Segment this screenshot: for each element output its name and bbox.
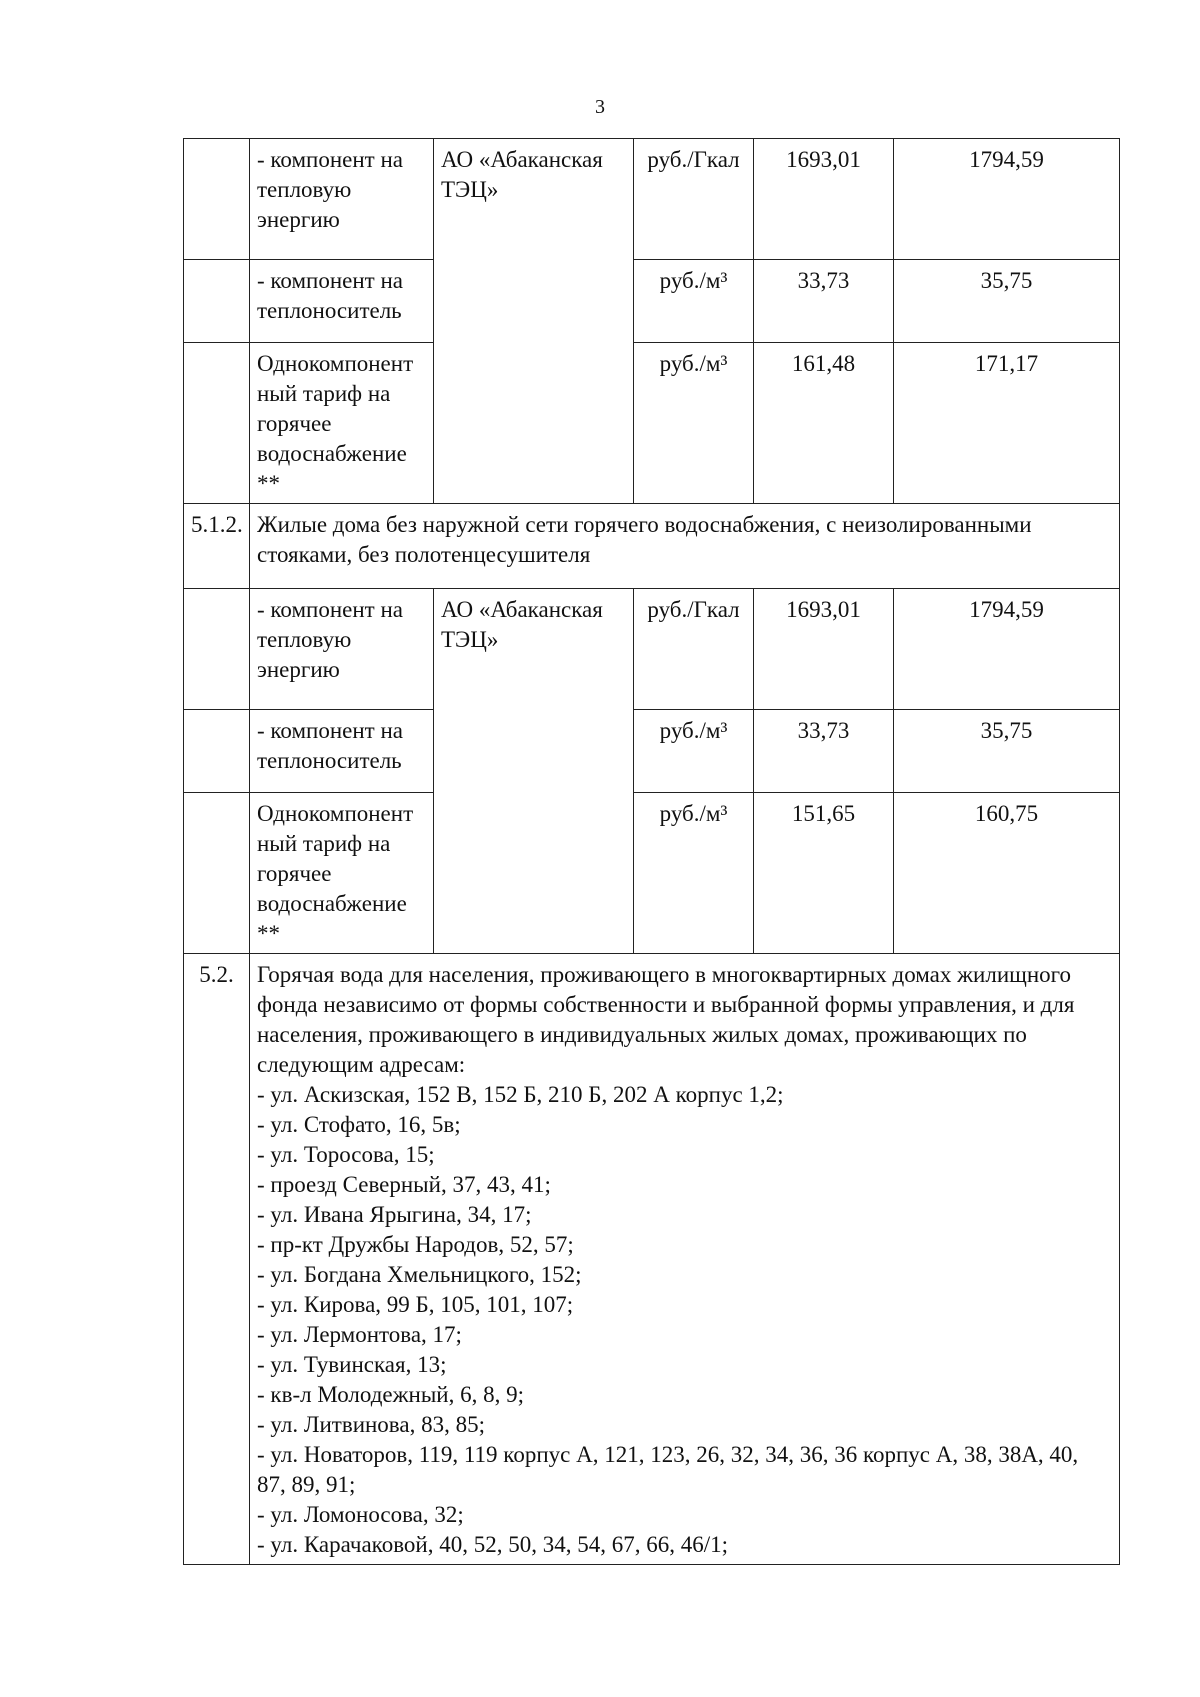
value-cell-1: 151,65 [754, 793, 894, 954]
value-cell-2: 160,75 [894, 793, 1120, 954]
organization-cell: АО «Абаканская ТЭЦ» [434, 589, 634, 954]
section-5-2-content [250, 954, 1120, 1565]
table-row [184, 343, 1120, 504]
table-row [184, 710, 1120, 793]
index-cell [184, 710, 250, 793]
list-item: - ул. Литвинова, 83, 85; [257, 1412, 485, 1437]
list-item: - ул. Стофато, 16, 5в; [257, 1112, 461, 1137]
section-index: 5.2. [184, 954, 250, 1565]
unit-cell: руб./Гкал [634, 589, 754, 710]
value-cell-1: 33,73 [754, 710, 894, 793]
index-cell [184, 343, 250, 504]
list-item: - проезд Северный, 37, 43, 41; [257, 1172, 551, 1197]
index-cell [184, 260, 250, 343]
list-item: - ул. Ломоносова, 32; [257, 1502, 464, 1527]
unit-cell: руб./м³ [634, 710, 754, 793]
component-label: - компонент на тепловую энергию [250, 589, 434, 710]
component-label: - компонент на теплоноситель [250, 710, 434, 793]
list-item: - ул. Тувинская, 13; [257, 1352, 447, 1377]
index-cell [184, 139, 250, 260]
list-item: - ул. Аскизская, 152 В, 152 Б, 210 Б, 202 А корпус 1,2; [257, 1082, 784, 1107]
section-5-2-row [184, 954, 1120, 1565]
value-cell-2: 171,17 [894, 343, 1120, 504]
list-item: - ул. Богдана Хмельницкого, 152; [257, 1262, 582, 1287]
unit-cell: руб./м³ [634, 343, 754, 504]
list-item: - кв-л Молодежный, 6, 8, 9; [257, 1382, 524, 1407]
address-list [257, 1080, 1112, 1560]
value-cell-1: 1693,01 [754, 139, 894, 260]
table-row [184, 260, 1120, 343]
list-item: - ул. Кирова, 99 Б, 105, 101, 107; [257, 1292, 574, 1317]
tariff-table [183, 138, 1120, 1565]
section-heading: Жилые дома без наружной сети горячего водоснабжения, с неизолированными стояками, без полотенцесушителя [250, 504, 1120, 589]
component-label: Однокомпонент ный тариф на горячее водоснабжение ** [250, 343, 434, 504]
index-cell [184, 589, 250, 710]
list-item: - ул. Торосова, 15; [257, 1142, 435, 1167]
value-cell-1: 33,73 [754, 260, 894, 343]
table-row [184, 139, 1120, 260]
list-item: - ул. Лермонтова, 17; [257, 1322, 462, 1347]
value-cell-2: 1794,59 [894, 589, 1120, 710]
value-cell-2: 35,75 [894, 710, 1120, 793]
value-cell-2: 35,75 [894, 260, 1120, 343]
unit-cell: руб./Гкал [634, 139, 754, 260]
list-item: - ул. Новаторов, 119, 119 корпус А, 121, 123, 26, 32, 34, 36, 36 корпус А, 38, 38А, 40, 87, 89, 91; [257, 1442, 1079, 1497]
value-cell-2: 1794,59 [894, 139, 1120, 260]
unit-cell: руб./м³ [634, 793, 754, 954]
page-number: 3 [595, 96, 605, 118]
index-cell [184, 793, 250, 954]
list-item: - ул. Ивана Ярыгина, 34, 17; [257, 1202, 532, 1227]
value-cell-1: 1693,01 [754, 589, 894, 710]
component-label: - компонент на тепловую энергию [250, 139, 434, 260]
section-heading-row [184, 504, 1120, 589]
table-row [184, 589, 1120, 710]
section-index: 5.1.2. [184, 504, 250, 589]
component-label: Однокомпонент ный тариф на горячее водоснабжение ** [250, 793, 434, 954]
unit-cell: руб./м³ [634, 260, 754, 343]
section-intro: Горячая вода для населения, проживающего в многоквартирных домах жилищного фонда независимо от формы собственности и выбранной формы управления, и для населения, проживающего в индивидуальных жилых домах, проживающих по следующим адресам: [257, 962, 1075, 1077]
table-row [184, 793, 1120, 954]
value-cell-1: 161,48 [754, 343, 894, 504]
organization-cell: АО «Абаканская ТЭЦ» [434, 139, 634, 504]
list-item: - ул. Карачаковой, 40, 52, 50, 34, 54, 67, 66, 46/1; [257, 1532, 728, 1557]
list-item: - пр-кт Дружбы Народов, 52, 57; [257, 1232, 574, 1257]
component-label: - компонент на теплоноситель [250, 260, 434, 343]
